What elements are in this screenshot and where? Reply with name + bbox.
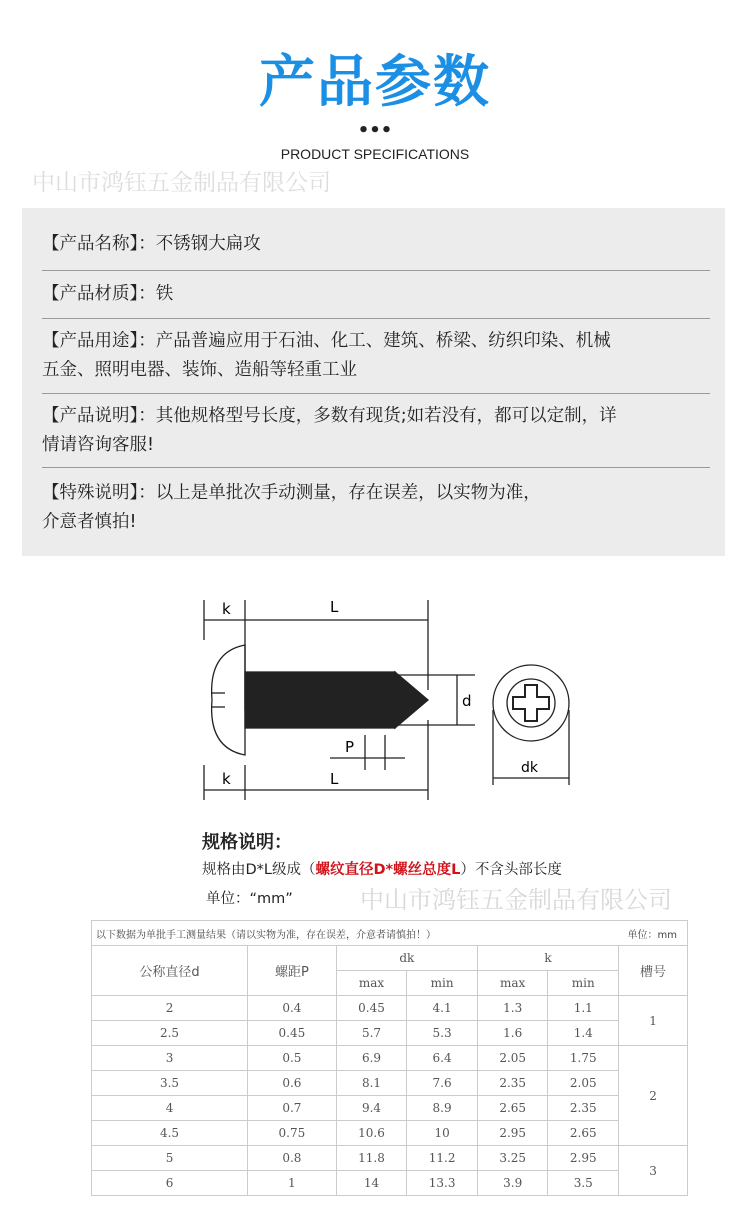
info-row-name (42, 230, 710, 259)
header-min: min (548, 971, 619, 996)
table-row (92, 1096, 688, 1121)
table-cell: 1.75 (548, 1046, 619, 1071)
table-cell: 10 (407, 1121, 478, 1146)
info-value: ：以上是单批次手动测量，存在误差，以实物为准， (138, 483, 541, 503)
spec-heading: 规格说明： (202, 832, 292, 853)
table-cell: 10.6 (336, 1121, 407, 1146)
table-cell: 3.9 (477, 1171, 548, 1196)
table-row (92, 1071, 688, 1096)
table-cell: 14 (336, 1171, 407, 1196)
table-watermark: 中山市鸿钰五金制品有限公司 (360, 886, 672, 914)
table-cell: 13.3 (407, 1171, 478, 1196)
watermark: 中山市鸿钰五金制品有限公司 (32, 170, 331, 196)
info-value: ：产品普遍应用于石油、化工、建筑、桥梁、纺织印染、机械 (138, 331, 611, 351)
table-caption (92, 921, 688, 946)
header-min: min (407, 971, 478, 996)
info-value: ：不锈钢大扁攻 (138, 234, 261, 254)
table-cell: 0.5 (248, 1046, 337, 1071)
info-label: 【产品材质】 (42, 284, 139, 304)
table-cell: 2 (92, 996, 248, 1021)
label-L-top: L (330, 598, 339, 616)
divider (42, 270, 710, 271)
slot-cell: 1 (619, 996, 688, 1046)
table-cell: 1.3 (477, 996, 548, 1021)
table-cell: 2.35 (548, 1096, 619, 1121)
table-cell: 2.5 (92, 1021, 248, 1046)
table-row (92, 1146, 688, 1171)
table-row (92, 1121, 688, 1146)
header-slot: 槽号 (619, 946, 688, 996)
info-row-description (42, 402, 710, 460)
table-cell: 0.75 (248, 1121, 337, 1146)
divider (42, 318, 710, 319)
table-cell: 8.1 (336, 1071, 407, 1096)
table-cell: 6.4 (407, 1046, 478, 1071)
table-cell: 2.05 (477, 1046, 548, 1071)
table-cell: 3.5 (92, 1071, 248, 1096)
table-row (92, 1021, 688, 1046)
dimension-table (91, 920, 688, 1196)
table-cell: 11.8 (336, 1146, 407, 1171)
info-label: 【产品名称】 (42, 234, 139, 254)
slot-cell: 3 (619, 1146, 688, 1196)
table-cell: 5 (92, 1146, 248, 1171)
page-title: 产品参数 (259, 50, 491, 115)
spec-line (202, 858, 562, 879)
table-cell: 2.95 (477, 1121, 548, 1146)
label-d: d (462, 692, 472, 710)
header-max: max (477, 971, 548, 996)
header-p: 螺距P (248, 946, 337, 996)
table-cell: 6 (92, 1171, 248, 1196)
table-cell: 4.5 (92, 1121, 248, 1146)
info-row-usage (42, 327, 710, 385)
product-info-panel (22, 208, 725, 556)
info-value: ：铁 (138, 284, 174, 304)
table-row (92, 996, 688, 1021)
table-cell: 6.9 (336, 1046, 407, 1071)
label-P: P (345, 738, 355, 756)
divider (42, 467, 710, 468)
table-cell: 5.3 (407, 1021, 478, 1046)
info-label: 【特殊说明】 (42, 483, 139, 503)
info-value: ：其他规格型号长度，多数有现货;如若没有，都可以定制，详 (138, 406, 617, 426)
table-cell: 7.6 (407, 1071, 478, 1096)
table-row (92, 1171, 688, 1196)
label-k-top: k (222, 600, 231, 618)
table-cell: 0.8 (248, 1146, 337, 1171)
table-cell: 2.65 (477, 1096, 548, 1121)
table-cell: 0.6 (248, 1071, 337, 1096)
slot-cell: 2 (619, 1046, 688, 1146)
info-value-cont: 情请咨询客服! (42, 435, 155, 455)
table-cell: 2.35 (477, 1071, 548, 1096)
table-cell: 2.65 (548, 1121, 619, 1146)
divider (42, 393, 710, 394)
table-cell: 3.25 (477, 1146, 548, 1171)
table-cell: 2.95 (548, 1146, 619, 1171)
header-dk: dk (336, 946, 477, 971)
label-k-bottom: k (222, 770, 231, 788)
spec-highlight: 螺纹直径D*螺丝总度L (315, 862, 461, 878)
table-cell: 9.4 (336, 1096, 407, 1121)
table-cell: 1.6 (477, 1021, 548, 1046)
header-d: 公称直径d (92, 946, 248, 996)
spec-text: ）不含头部长度 (460, 862, 562, 878)
info-row-special (42, 479, 710, 537)
table-row (92, 1046, 688, 1071)
spec-unit: 单位：“mm” (206, 891, 293, 907)
screw-diagram (190, 590, 600, 805)
table-cell: 8.9 (407, 1096, 478, 1121)
table-cell: 2.05 (548, 1071, 619, 1096)
unit-text: 单位：mm (627, 929, 677, 941)
header-k: k (477, 946, 618, 971)
table-cell: 1 (248, 1171, 337, 1196)
table-cell: 11.2 (407, 1146, 478, 1171)
table-cell: 1.4 (548, 1021, 619, 1046)
table-cell: 1.1 (548, 996, 619, 1021)
table-cell: 0.45 (248, 1021, 337, 1046)
caption-text: 以下数据为单批手工测量结果（请以实物为准，存在误差，介意者请慎拍！） (96, 929, 436, 941)
table-cell: 5.7 (336, 1021, 407, 1046)
table-cell: 4 (92, 1096, 248, 1121)
info-value-cont: 五金、照明电器、装饰、造船等轻重工业 (42, 360, 357, 380)
table-cell: 0.7 (248, 1096, 337, 1121)
label-L-bottom: L (330, 770, 339, 788)
table-cell: 3.5 (548, 1171, 619, 1196)
decorative-dots: ••• (357, 120, 393, 141)
table-cell: 4.1 (407, 996, 478, 1021)
label-dk: dk (521, 760, 538, 776)
spec-text: 规格由D*L级成（ (202, 862, 316, 878)
table-cell: 3 (92, 1046, 248, 1071)
info-row-material (42, 280, 710, 309)
page-subtitle: PRODUCT SPECIFICATIONS (280, 146, 470, 162)
table-cell: 0.45 (336, 996, 407, 1021)
table-cell: 0.4 (248, 996, 337, 1021)
info-value-cont: 介意者慎拍! (42, 512, 137, 532)
info-label: 【产品用途】 (42, 331, 139, 351)
info-label: 【产品说明】 (42, 406, 139, 426)
header-max: max (336, 971, 407, 996)
